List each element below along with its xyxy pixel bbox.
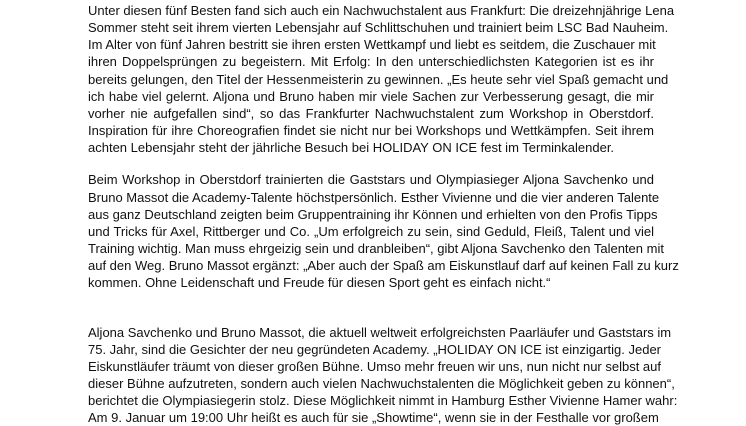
text-line: Eiskunstläufer träumt von dieser großen Bühne. Umso mehr freuen wir uns, nun nicht nur selbst auf bbox=[88, 358, 654, 375]
text-line: Aljona Savchenko und Bruno Massot, die aktuell weltweit erfolgreichsten Paarläufer und Gaststars im bbox=[88, 324, 654, 341]
document-body bbox=[88, 2, 734, 426]
paragraph-lena-sommer bbox=[88, 2, 654, 156]
text-line: vorher nie aufgefallen sind“, so das Frankfurter Nachwuchstalent zum Workshop in Oberstdorf. bbox=[88, 105, 654, 122]
text-line: berichtet die Olympiasiegerin stolz. Diese Möglichkeit nimmt in Hamburg Esther Vivienne Hamer wahr: bbox=[88, 392, 654, 409]
text-line: Sommer steht seit ihrem vierten Lebensjahr auf Schlittschuhen und trainiert beim LSC Bad Nauheim. bbox=[88, 19, 654, 36]
text-line: und Tricks für Axel, Rittberger und Co. „Um erfolgreich zu sein, sind Geduld, Fleiß, Talent und viel bbox=[88, 223, 654, 240]
text-line: ihren Doppelsprüngen zu begeistern. Mit Erfolg: In den unterschiedlichsten Kategorien ist es ihr bbox=[88, 53, 654, 70]
text-line: aus ganz Deutschland zeigten beim Gruppentraining ihr Können und erhielten von den Profis Tipps bbox=[88, 206, 654, 223]
text-line: 75. Jahr, sind die Gesichter der neu gegründeten Academy. „HOLIDAY ON ICE ist einzigartig. Jeder bbox=[88, 341, 654, 358]
text-line: Inspiration für ihre Choreografien findet sie nicht nur bei Workshops und Wettkämpfen. Seit ihrem bbox=[88, 122, 654, 139]
text-line: Beim Workshop in Oberstdorf trainierten die Gaststars und Olympiasieger Aljona Savchenko und bbox=[88, 171, 654, 188]
text-line: Bruno Massot die Academy-Talente höchstpersönlich. Esther Vivienne und die vier anderen Talente bbox=[88, 189, 654, 206]
text-line: achten Lebensjahr steht der jährliche Besuch bei HOLIDAY ON ICE fest im Terminkalender. bbox=[88, 139, 654, 156]
text-line: Im Alter von fünf Jahren bestritt sie ihren ersten Wettkampf und liebt es seitdem, die Zuschauer mit bbox=[88, 36, 654, 53]
paragraph-academy-gaststars bbox=[88, 324, 654, 426]
text-line: Training wichtig. Man muss ehrgeizig sein und dranbleiben“, gibt Aljona Savchenko den Talenten mit bbox=[88, 240, 654, 257]
text-line: bereits gelungen, den Titel der Hessenmeisterin zu gewinnen. „Es heute sehr viel Spaß gemacht und bbox=[88, 71, 654, 88]
text-line: Am 9. Januar um 19:00 Uhr heißt es auch für sie „Showtime“, wenn sie in der Festhalle vor großem bbox=[88, 409, 654, 426]
text-line: kommen. Ohne Leidenschaft und Freude für diesen Sport geht es einfach nicht.“ bbox=[88, 274, 654, 291]
text-line: ich habe viel gelernt. Aljona und Bruno haben mir viele Sachen zur Verbesserung gesagt, die mir bbox=[88, 88, 654, 105]
text-line: Unter diesen fünf Besten fand sich auch ein Nachwuchstalent aus Frankfurt: Die dreizehnjährige Lena bbox=[88, 2, 654, 19]
text-line: auf den Weg. Bruno Massot ergänzt: „Aber auch der Spaß am Eiskunstlauf darf auf keinen Fall zu kurz bbox=[88, 257, 654, 274]
text-line: dieser Bühne aufzutreten, sondern auch vielen Nachwuchstalenten die Möglichkeit geben zu können“, bbox=[88, 375, 654, 392]
paragraph-workshop-oberstdorf bbox=[88, 171, 654, 291]
